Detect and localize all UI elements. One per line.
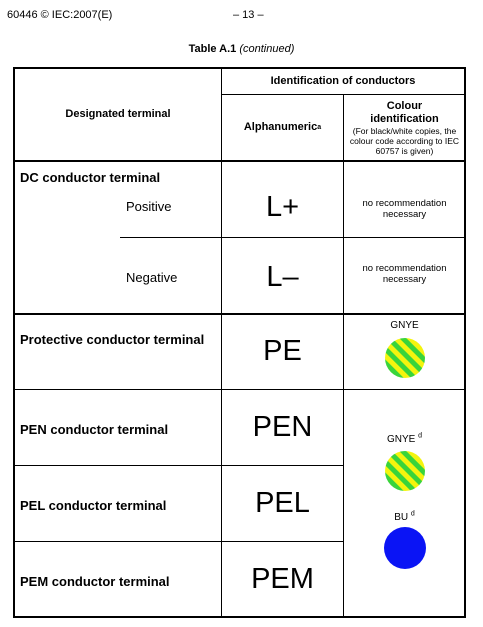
gnye-icon [384,337,426,379]
row-label-pe: Protective conductor terminal [20,332,205,347]
table-caption-label: Table A.1 [188,43,237,55]
divider-pel-pem [13,541,344,542]
gnye-icon-shared [384,450,426,492]
header-identification: Identification of conductors [270,75,416,88]
colour-positive: no recommendation necessary [362,198,447,220]
footnote-d-gnye: d [418,432,423,440]
page-number: – 13 – [233,9,264,21]
table-caption [0,43,483,55]
header-alphanumeric-text: Alphanumeric [243,121,318,134]
table-border-right [464,67,466,618]
row-label-pen: PEN conductor terminal [20,422,169,437]
table-border-bottom [13,616,466,618]
divider-v2 [343,94,344,617]
table-caption-continued: (continued) [239,43,295,55]
divider-pen-pel [13,465,344,466]
code-pel: PEL [255,486,310,519]
footnote-d-bu: d [410,510,415,518]
row-label-dc: DC conductor terminal [20,170,161,185]
gnye-label: GNYE [386,434,416,445]
row-sublabel-positive: Positive [126,199,172,214]
blue-circle-icon [383,526,427,570]
header-designated-terminal: Designated terminal [65,108,171,121]
code-positive: L+ [265,190,300,223]
colour-label-bu [345,512,464,523]
divider-header [13,160,466,162]
code-negative: L– [266,260,299,293]
row-label-pem: PEM conductor terminal [20,574,170,589]
header-colour-note: (For black/white copies, the colour code according to IEC 60757 is given) [349,126,460,156]
header-colour [345,100,464,158]
colour-label-pe: GNYE [390,320,419,331]
divider-dc-sub [120,237,465,238]
header-alphanumeric: Alphanumeric a [243,121,322,134]
document-id: 60446 © IEC:2007(E) [7,9,113,21]
bu-label: BU [394,512,409,523]
code-pen: PEN [252,410,313,443]
row-label-pel: PEL conductor terminal [20,498,167,513]
colour-negative: no recommendation necessary [362,263,447,285]
divider-dc-pe [13,313,466,315]
code-pem: PEM [251,562,314,595]
code-pe: PE [263,334,302,367]
header-colour-title: Colour identification [370,100,439,125]
row-sublabel-negative: Negative [126,270,178,285]
colour-label-gnye-shared [345,434,464,445]
divider-pe-pen [13,389,465,390]
